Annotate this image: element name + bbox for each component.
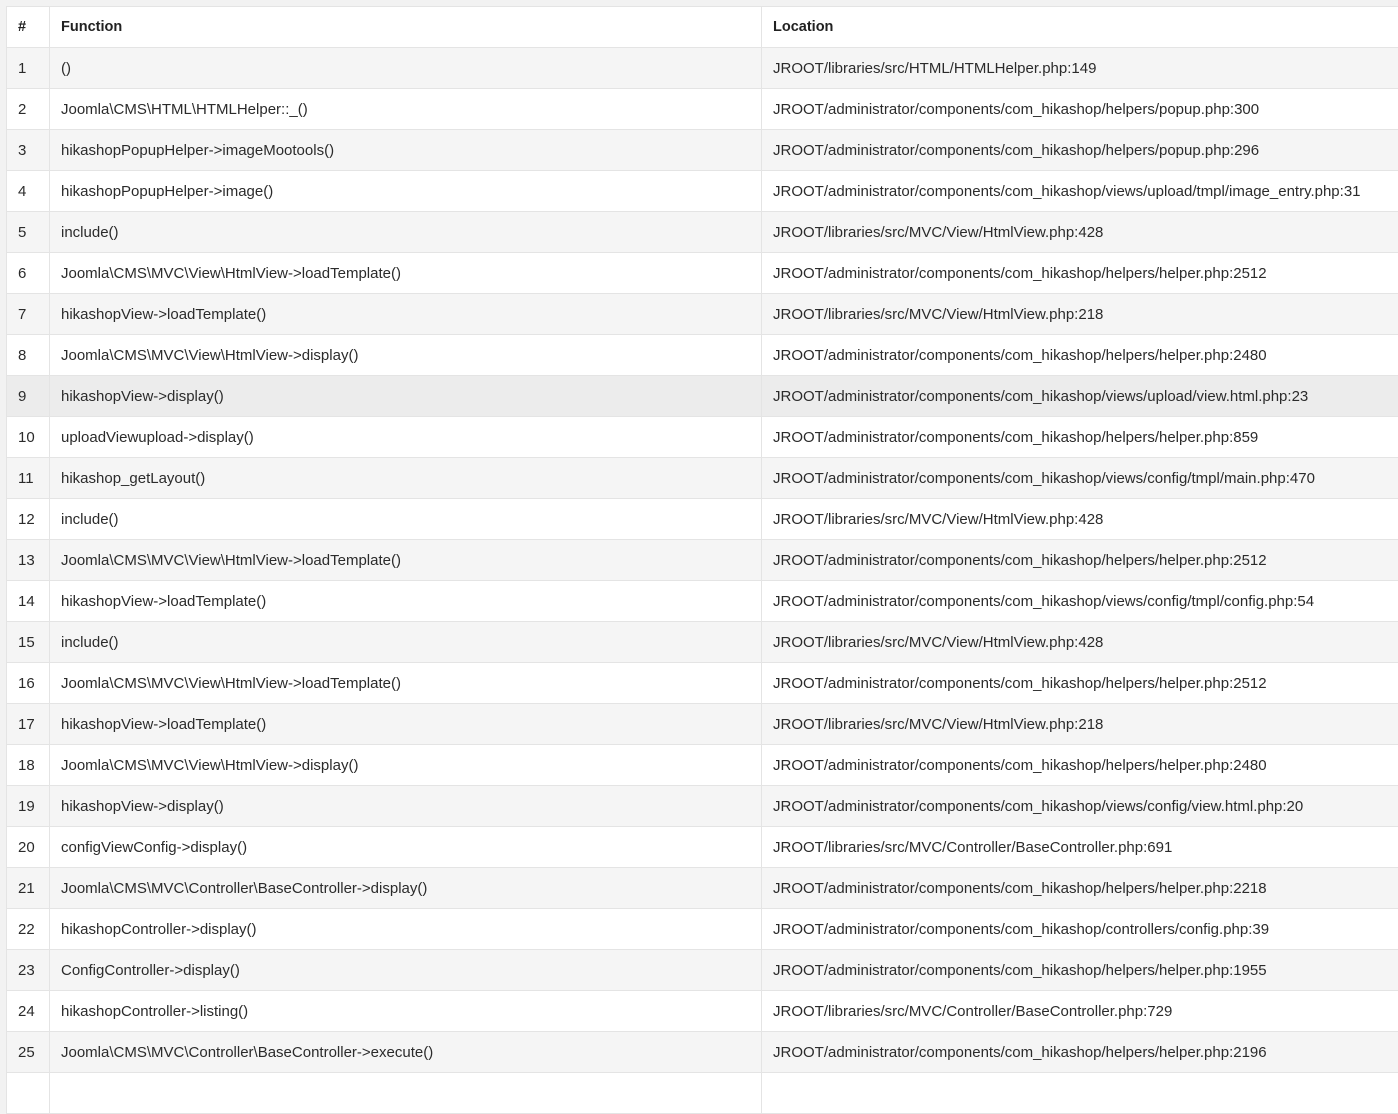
row-number: 25 (7, 1032, 50, 1073)
function-cell: () (50, 48, 762, 89)
row-number (7, 1073, 50, 1114)
location-cell: JROOT/administrator/components/com_hikashop/helpers/helper.php:2196 (762, 1032, 1398, 1073)
function-cell: hikashopView->display() (50, 376, 762, 417)
function-cell: hikashopView->loadTemplate() (50, 581, 762, 622)
function-cell: hikashopController->display() (50, 909, 762, 950)
row-number: 17 (7, 704, 50, 745)
function-cell: hikashopController->listing() (50, 991, 762, 1032)
row-number: 5 (7, 212, 50, 253)
row-number: 19 (7, 786, 50, 827)
table-row (7, 868, 1398, 909)
table-row (7, 458, 1398, 499)
function-cell: include() (50, 499, 762, 540)
row-number: 1 (7, 48, 50, 89)
row-number: 4 (7, 171, 50, 212)
function-cell: uploadViewupload->display() (50, 417, 762, 458)
location-cell: JROOT/administrator/components/com_hikashop/controllers/config.php:39 (762, 909, 1398, 950)
function-cell: Joomla\CMS\MVC\Controller\BaseController->execute() (50, 1032, 762, 1073)
table-row (7, 663, 1398, 704)
table-row (7, 827, 1398, 868)
table-row (7, 1032, 1398, 1073)
row-number: 10 (7, 417, 50, 458)
location-cell: JROOT/administrator/components/com_hikashop/helpers/helper.php:2512 (762, 540, 1398, 581)
table-row (7, 294, 1398, 335)
table-row (7, 376, 1398, 417)
location-cell: JROOT/libraries/src/HTML/HTMLHelper.php:149 (762, 48, 1398, 89)
table-row (7, 417, 1398, 458)
table-row (7, 335, 1398, 376)
table-row (7, 171, 1398, 212)
function-cell: Joomla\CMS\MVC\View\HtmlView->loadTemplate() (50, 540, 762, 581)
row-number: 18 (7, 745, 50, 786)
function-cell: Joomla\CMS\MVC\View\HtmlView->display() (50, 745, 762, 786)
location-cell: JROOT/administrator/components/com_hikashop/views/config/view.html.php:20 (762, 786, 1398, 827)
function-cell: ConfigController->display() (50, 950, 762, 991)
table-row (7, 991, 1398, 1032)
function-cell: Joomla\CMS\MVC\View\HtmlView->loadTemplate() (50, 663, 762, 704)
location-cell: JROOT/libraries/src/MVC/Controller/BaseController.php:691 (762, 827, 1398, 868)
function-cell: include() (50, 622, 762, 663)
row-number: 13 (7, 540, 50, 581)
call-stack-panel (6, 6, 1398, 1114)
row-number: 24 (7, 991, 50, 1032)
call-stack-table (6, 6, 1398, 1114)
row-number: 15 (7, 622, 50, 663)
location-cell: JROOT/libraries/src/MVC/View/HtmlView.php:428 (762, 212, 1398, 253)
row-number: 3 (7, 130, 50, 171)
row-number: 11 (7, 458, 50, 499)
table-row (7, 499, 1398, 540)
function-cell: Joomla\CMS\MVC\View\HtmlView->display() (50, 335, 762, 376)
table-row (7, 909, 1398, 950)
location-cell: JROOT/libraries/src/MVC/View/HtmlView.php:218 (762, 704, 1398, 745)
table-row (7, 48, 1398, 89)
function-cell: hikashopView->display() (50, 786, 762, 827)
function-cell: include() (50, 212, 762, 253)
function-cell: configViewConfig->display() (50, 827, 762, 868)
column-header-location: Location (762, 7, 1398, 48)
function-cell: Joomla\CMS\HTML\HTMLHelper::_() (50, 89, 762, 130)
location-cell: JROOT/administrator/components/com_hikashop/helpers/helper.php:1955 (762, 950, 1398, 991)
function-cell: Joomla\CMS\MVC\View\HtmlView->loadTemplate() (50, 253, 762, 294)
location-cell: JROOT/administrator/components/com_hikashop/helpers/helper.php:2480 (762, 335, 1398, 376)
table-row (7, 704, 1398, 745)
location-cell: JROOT/administrator/components/com_hikashop/views/upload/view.html.php:23 (762, 376, 1398, 417)
table-row (7, 1073, 1398, 1114)
row-number: 6 (7, 253, 50, 294)
row-number: 9 (7, 376, 50, 417)
row-number: 7 (7, 294, 50, 335)
location-cell: JROOT/administrator/components/com_hikashop/helpers/helper.php:2218 (762, 868, 1398, 909)
location-cell: JROOT/administrator/components/com_hikashop/helpers/popup.php:300 (762, 89, 1398, 130)
location-cell: JROOT/administrator/components/com_hikashop/helpers/helper.php:2512 (762, 663, 1398, 704)
table-row (7, 212, 1398, 253)
header-row (7, 7, 1398, 48)
row-number: 23 (7, 950, 50, 991)
location-cell: JROOT/libraries/src/MVC/View/HtmlView.php:428 (762, 499, 1398, 540)
location-cell: JROOT/administrator/components/com_hikashop/helpers/helper.php:2512 (762, 253, 1398, 294)
location-cell: JROOT/administrator/components/com_hikashop/views/upload/tmpl/image_entry.php:31 (762, 171, 1398, 212)
location-cell (762, 1073, 1398, 1114)
table-row (7, 950, 1398, 991)
location-cell: JROOT/administrator/components/com_hikashop/views/config/tmpl/main.php:470 (762, 458, 1398, 499)
location-cell: JROOT/administrator/components/com_hikashop/helpers/popup.php:296 (762, 130, 1398, 171)
row-number: 20 (7, 827, 50, 868)
function-cell: hikashopPopupHelper->image() (50, 171, 762, 212)
table-row (7, 540, 1398, 581)
table-row (7, 253, 1398, 294)
table-row (7, 786, 1398, 827)
row-number: 8 (7, 335, 50, 376)
table-row (7, 89, 1398, 130)
location-cell: JROOT/administrator/components/com_hikashop/helpers/helper.php:2480 (762, 745, 1398, 786)
row-number: 16 (7, 663, 50, 704)
row-number: 22 (7, 909, 50, 950)
function-cell: hikashop_getLayout() (50, 458, 762, 499)
function-cell: Joomla\CMS\MVC\Controller\BaseController->display() (50, 868, 762, 909)
table-body (7, 48, 1398, 1114)
column-header-number: # (7, 7, 50, 48)
function-cell: hikashopView->loadTemplate() (50, 704, 762, 745)
table-row (7, 130, 1398, 171)
function-cell (50, 1073, 762, 1114)
row-number: 2 (7, 89, 50, 130)
table-row (7, 622, 1398, 663)
location-cell: JROOT/libraries/src/MVC/Controller/BaseController.php:729 (762, 991, 1398, 1032)
table-row (7, 581, 1398, 622)
location-cell: JROOT/libraries/src/MVC/View/HtmlView.php:218 (762, 294, 1398, 335)
column-header-function: Function (50, 7, 762, 48)
location-cell: JROOT/libraries/src/MVC/View/HtmlView.php:428 (762, 622, 1398, 663)
row-number: 12 (7, 499, 50, 540)
function-cell: hikashopView->loadTemplate() (50, 294, 762, 335)
location-cell: JROOT/administrator/components/com_hikashop/views/config/tmpl/config.php:54 (762, 581, 1398, 622)
table-header (7, 7, 1398, 48)
location-cell: JROOT/administrator/components/com_hikashop/helpers/helper.php:859 (762, 417, 1398, 458)
row-number: 14 (7, 581, 50, 622)
row-number: 21 (7, 868, 50, 909)
function-cell: hikashopPopupHelper->imageMootools() (50, 130, 762, 171)
table-row (7, 745, 1398, 786)
